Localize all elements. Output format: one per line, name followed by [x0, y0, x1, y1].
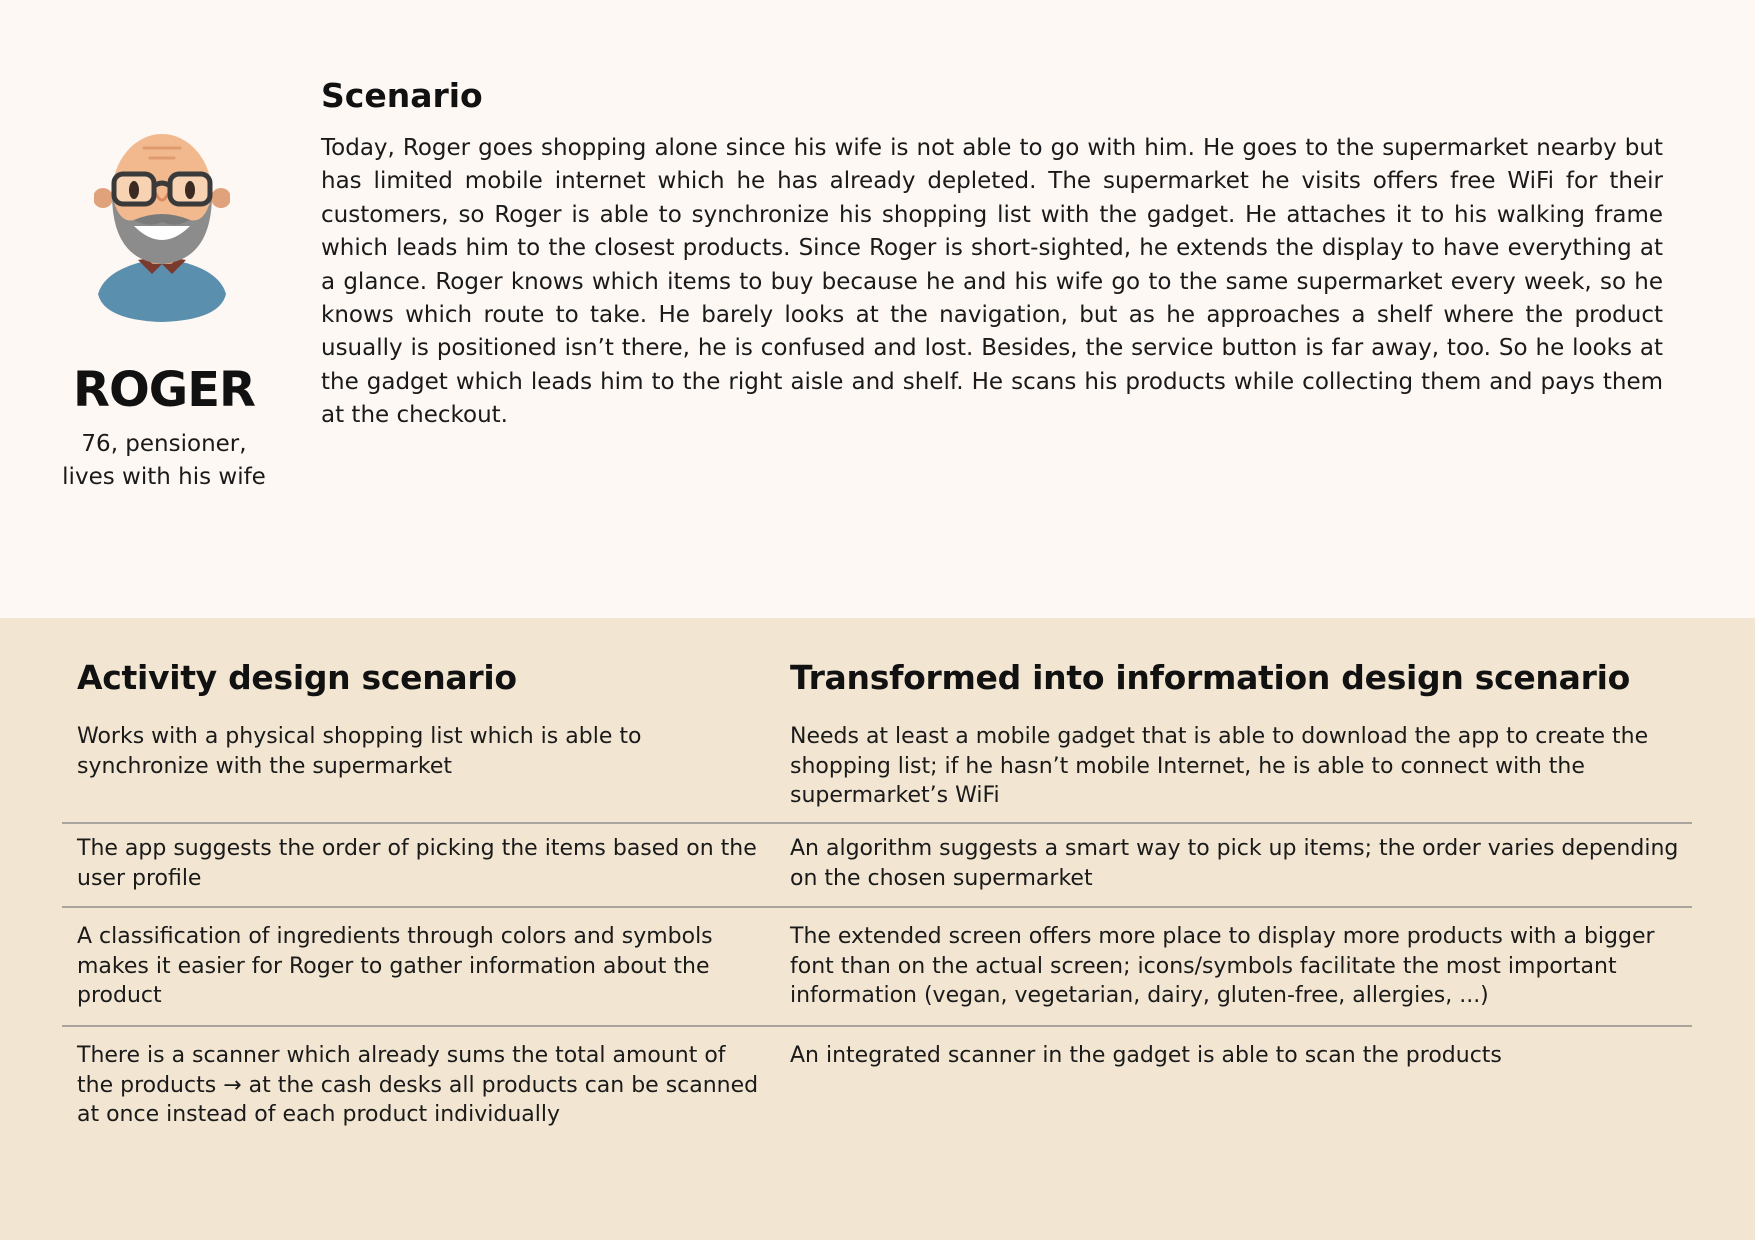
activity-cell: A classification of ingredients through colors and symbols makes it easier for Roger to gather information about the product	[77, 924, 713, 1008]
information-cell: An algorithm suggests a smart way to pick up items; the order varies depending on the chosen supermarket	[790, 836, 1679, 891]
information-cell: An integrated scanner in the gadget is able to scan the products	[790, 1043, 1502, 1068]
row-divider	[62, 906, 1692, 908]
activity-cell: There is a scanner which already sums the total amount of the products → at the cash desks all products can be scanned at once instead of each product individually	[77, 1043, 759, 1127]
persona-name: ROGER	[73, 362, 255, 418]
activity-column-heading: Activity design scenario	[77, 658, 517, 697]
row-divider	[62, 1025, 1692, 1027]
persona-avatar	[94, 132, 230, 330]
information-cell: Needs at least a mobile gadget that is able to download the app to create the shopping list; if he hasn’t mobile Internet, he is able to connect with the supermarket’s WiFi	[790, 724, 1649, 808]
scenario-heading: Scenario	[321, 76, 483, 115]
persona-description: 76, pensioner, lives with his wife	[62, 431, 266, 490]
activity-cell: The app suggests the order of picking the items based on the user profile	[77, 836, 757, 891]
information-cell: The extended screen offers more place to display more products with a bigger font than on the actual screen; icons/symbols facilitate the most important information (vegan, vegetarian, dairy, gluten-free, allergies, ...)	[790, 924, 1655, 1008]
row-divider	[62, 822, 1692, 824]
information-column-heading: Transformed into information design scenario	[790, 658, 1630, 697]
activity-cell: Works with a physical shopping list which is able to synchronize with the supermarket	[77, 724, 642, 779]
scenario-text: Today, Roger goes shopping alone since his wife is not able to go with him. He goes to the supermarket nearby but has limited mobile internet which he has already depleted. The supermarket he visits offers free WiFi for their customers, so Roger is able to synchronize his shopping list with the gadget. He attaches it to his walking frame which leads him to the closest products. Since Roger is short-sighted, he extends the display to have everything at a glance. Roger knows which items to buy because he and his wife go to the same supermarket every week, so he knows which route to take. He barely looks at the navigation, but as he approaches a shelf where the product usually is positioned isn’t there, he is confused and lost. Besides, the service button is far away, too. So he looks at the gadget which leads him to the right aisle and shelf. He scans his products while collecting them and pays them at the checkout.	[321, 135, 1663, 429]
